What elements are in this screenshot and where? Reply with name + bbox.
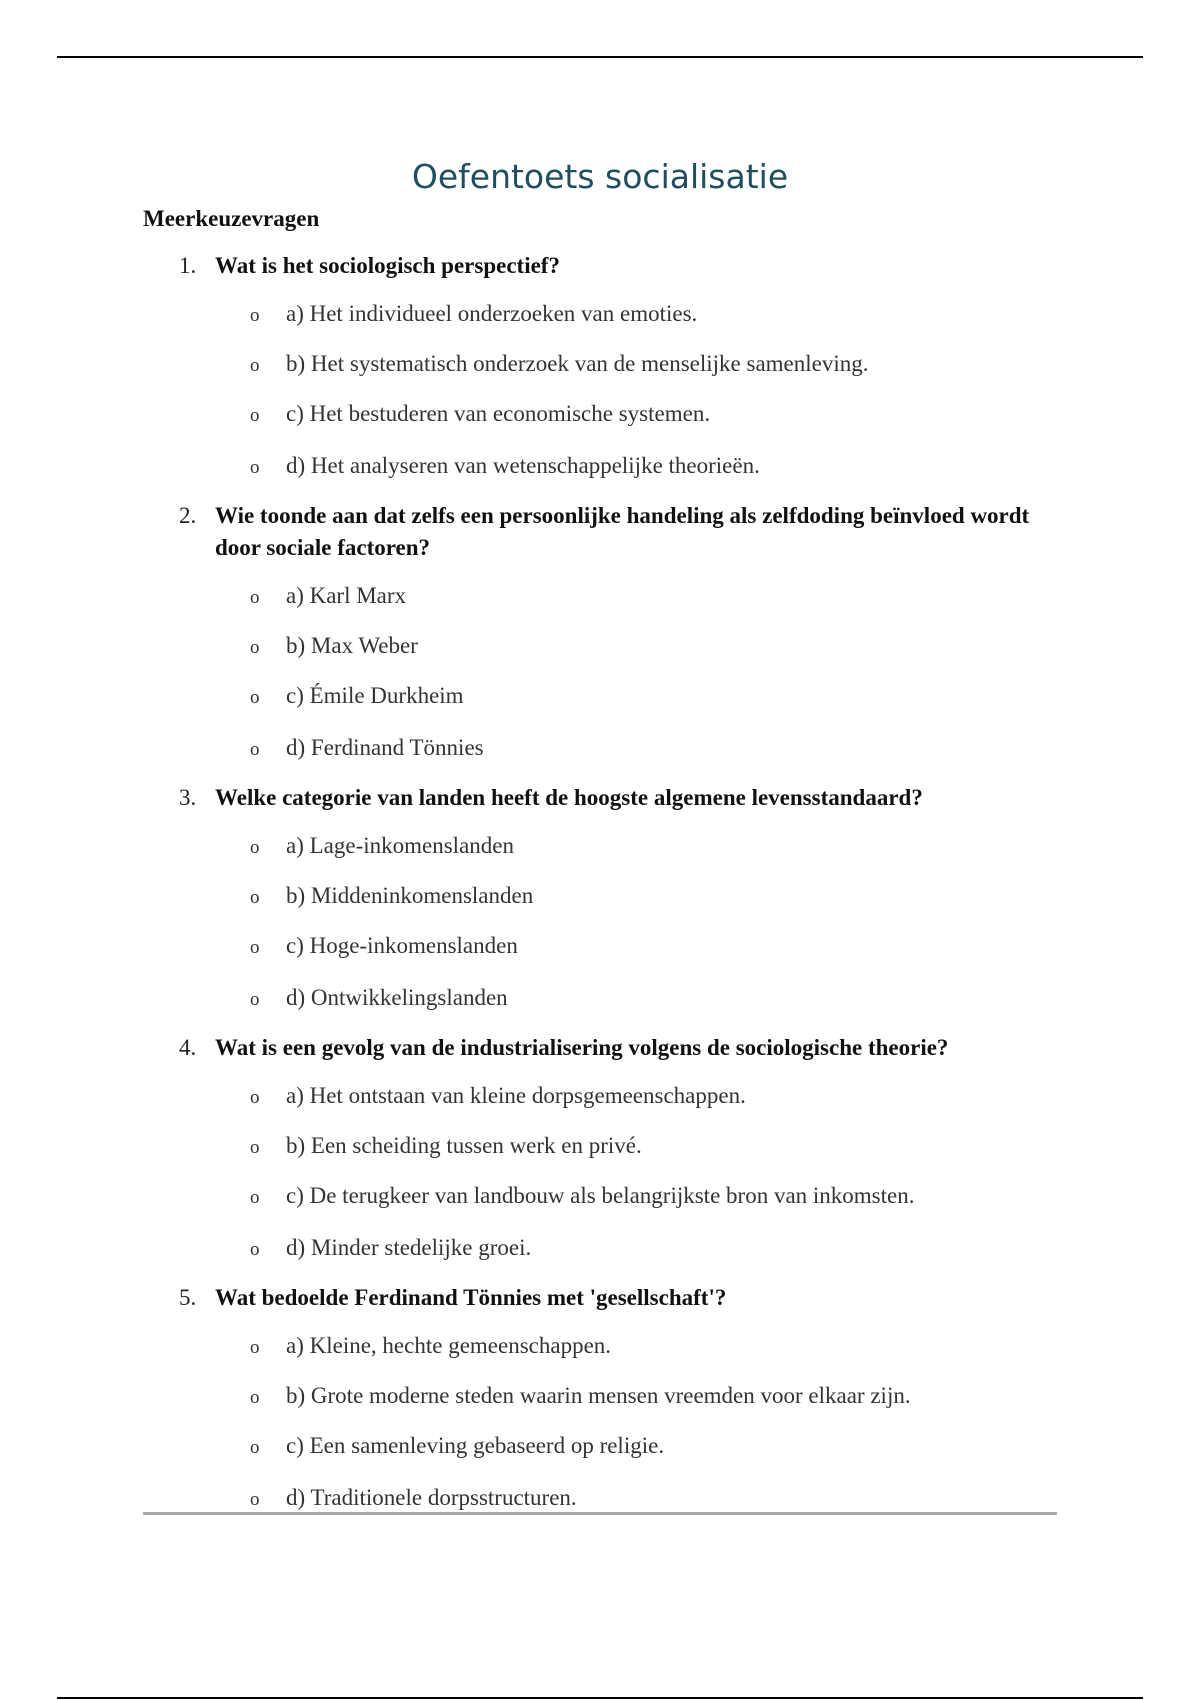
option-list — [143, 1330, 1057, 1516]
question-4 — [143, 1032, 1057, 1266]
page-bottom-rule — [57, 1697, 1143, 1699]
question-row — [143, 1282, 1057, 1314]
question-number: 5. — [179, 1285, 197, 1310]
document-body — [143, 150, 1057, 1532]
option-text: d) Het analyseren van wetenschappelijke theorieën. — [286, 453, 760, 478]
bullet-icon: o — [250, 687, 260, 708]
option-list — [143, 298, 1057, 484]
bullet-icon: o — [250, 587, 260, 608]
section-divider — [143, 1512, 1057, 1515]
option-item — [143, 680, 1057, 714]
option-text: c) Hoge-inkomenslanden — [286, 933, 518, 958]
option-item — [143, 1232, 1057, 1266]
option-item — [143, 880, 1057, 914]
question-number: 3. — [179, 785, 197, 810]
question-text: Wie toonde aan dat zelfs een persoonlijke handeling als zelfdoding beïnvloed wordt door sociale factoren? — [215, 503, 1030, 560]
option-text: b) Grote moderne steden waarin mensen vreemden voor elkaar zijn. — [286, 1383, 911, 1408]
bullet-icon: o — [250, 1489, 260, 1510]
bullet-icon: o — [250, 1137, 260, 1158]
question-1 — [143, 250, 1057, 484]
option-text: a) Het ontstaan van kleine dorpsgemeenschappen. — [286, 1083, 746, 1108]
bullet-icon: o — [250, 1337, 260, 1358]
option-text: b) Het systematisch onderzoek van de menselijke samenleving. — [286, 351, 869, 376]
option-text: b) Middeninkomenslanden — [286, 883, 534, 908]
question-2 — [143, 500, 1057, 766]
question-number: 1. — [179, 253, 197, 278]
option-item — [143, 298, 1057, 332]
question-row — [143, 250, 1057, 282]
option-item — [143, 1130, 1057, 1164]
option-text: b) Max Weber — [286, 633, 418, 658]
option-item — [143, 1180, 1057, 1214]
bullet-icon: o — [250, 457, 260, 478]
option-item — [143, 982, 1057, 1016]
option-text: c) Een samenleving gebaseerd op religie. — [286, 1433, 665, 1458]
bullet-icon: o — [250, 739, 260, 760]
question-number: 4. — [179, 1035, 197, 1060]
option-text: d) Traditionele dorpsstructuren. — [286, 1485, 577, 1510]
bullet-icon: o — [250, 1387, 260, 1408]
bullet-icon: o — [250, 1187, 260, 1208]
question-number: 2. — [179, 503, 197, 528]
option-text: c) Het bestuderen van economische systemen. — [286, 401, 711, 426]
option-text: b) Een scheiding tussen werk en privé. — [286, 1133, 642, 1158]
bullet-icon: o — [250, 1437, 260, 1458]
option-list — [143, 580, 1057, 766]
option-item — [143, 1380, 1057, 1414]
question-text: Welke categorie van landen heeft de hoogste algemene levensstandaard? — [215, 785, 923, 810]
question-text: Wat is een gevolg van de industrialisering volgens de sociologische theorie? — [215, 1035, 949, 1060]
option-text: a) Het individueel onderzoeken van emoties. — [286, 301, 698, 326]
option-item — [143, 1080, 1057, 1114]
option-item — [143, 930, 1057, 964]
option-text: d) Ontwikkelingslanden — [286, 985, 508, 1010]
option-item — [143, 1482, 1057, 1516]
option-text: c) De terugkeer van landbouw als belangrijkste bron van inkomsten. — [286, 1183, 915, 1208]
document-title: Oefentoets socialisatie — [411, 157, 789, 196]
question-row — [143, 782, 1057, 814]
section-heading: Meerkeuzevragen — [143, 206, 320, 231]
bullet-icon: o — [250, 1087, 260, 1108]
option-text: a) Lage-inkomenslanden — [286, 833, 514, 858]
option-text: a) Karl Marx — [286, 583, 407, 608]
option-list — [143, 1080, 1057, 1266]
question-text: Wat bedoelde Ferdinand Tönnies met 'gesellschaft'? — [215, 1285, 727, 1310]
bullet-icon: o — [250, 1239, 260, 1260]
option-item — [143, 580, 1057, 614]
option-item — [143, 630, 1057, 664]
question-3 — [143, 782, 1057, 1016]
option-text: c) Émile Durkheim — [286, 683, 464, 708]
option-item — [143, 1430, 1057, 1464]
question-row — [143, 1032, 1057, 1064]
option-item — [143, 830, 1057, 864]
option-item — [143, 398, 1057, 432]
page-top-rule — [57, 56, 1143, 58]
option-item — [143, 732, 1057, 766]
bullet-icon: o — [250, 405, 260, 426]
bullet-icon: o — [250, 937, 260, 958]
bullet-icon: o — [250, 887, 260, 908]
bullet-icon: o — [250, 305, 260, 326]
question-text: Wat is het sociologisch perspectief? — [215, 253, 560, 278]
bullet-icon: o — [250, 989, 260, 1010]
option-item — [143, 348, 1057, 382]
option-item — [143, 1330, 1057, 1364]
option-text: d) Ferdinand Tönnies — [286, 735, 484, 760]
option-text: a) Kleine, hechte gemeenschappen. — [286, 1333, 612, 1358]
option-item — [143, 450, 1057, 484]
question-5 — [143, 1282, 1057, 1516]
bullet-icon: o — [250, 355, 260, 376]
option-text: d) Minder stedelijke groei. — [286, 1235, 532, 1260]
bullet-icon: o — [250, 837, 260, 858]
bullet-icon: o — [250, 637, 260, 658]
question-row — [143, 500, 1057, 564]
option-list — [143, 830, 1057, 1016]
